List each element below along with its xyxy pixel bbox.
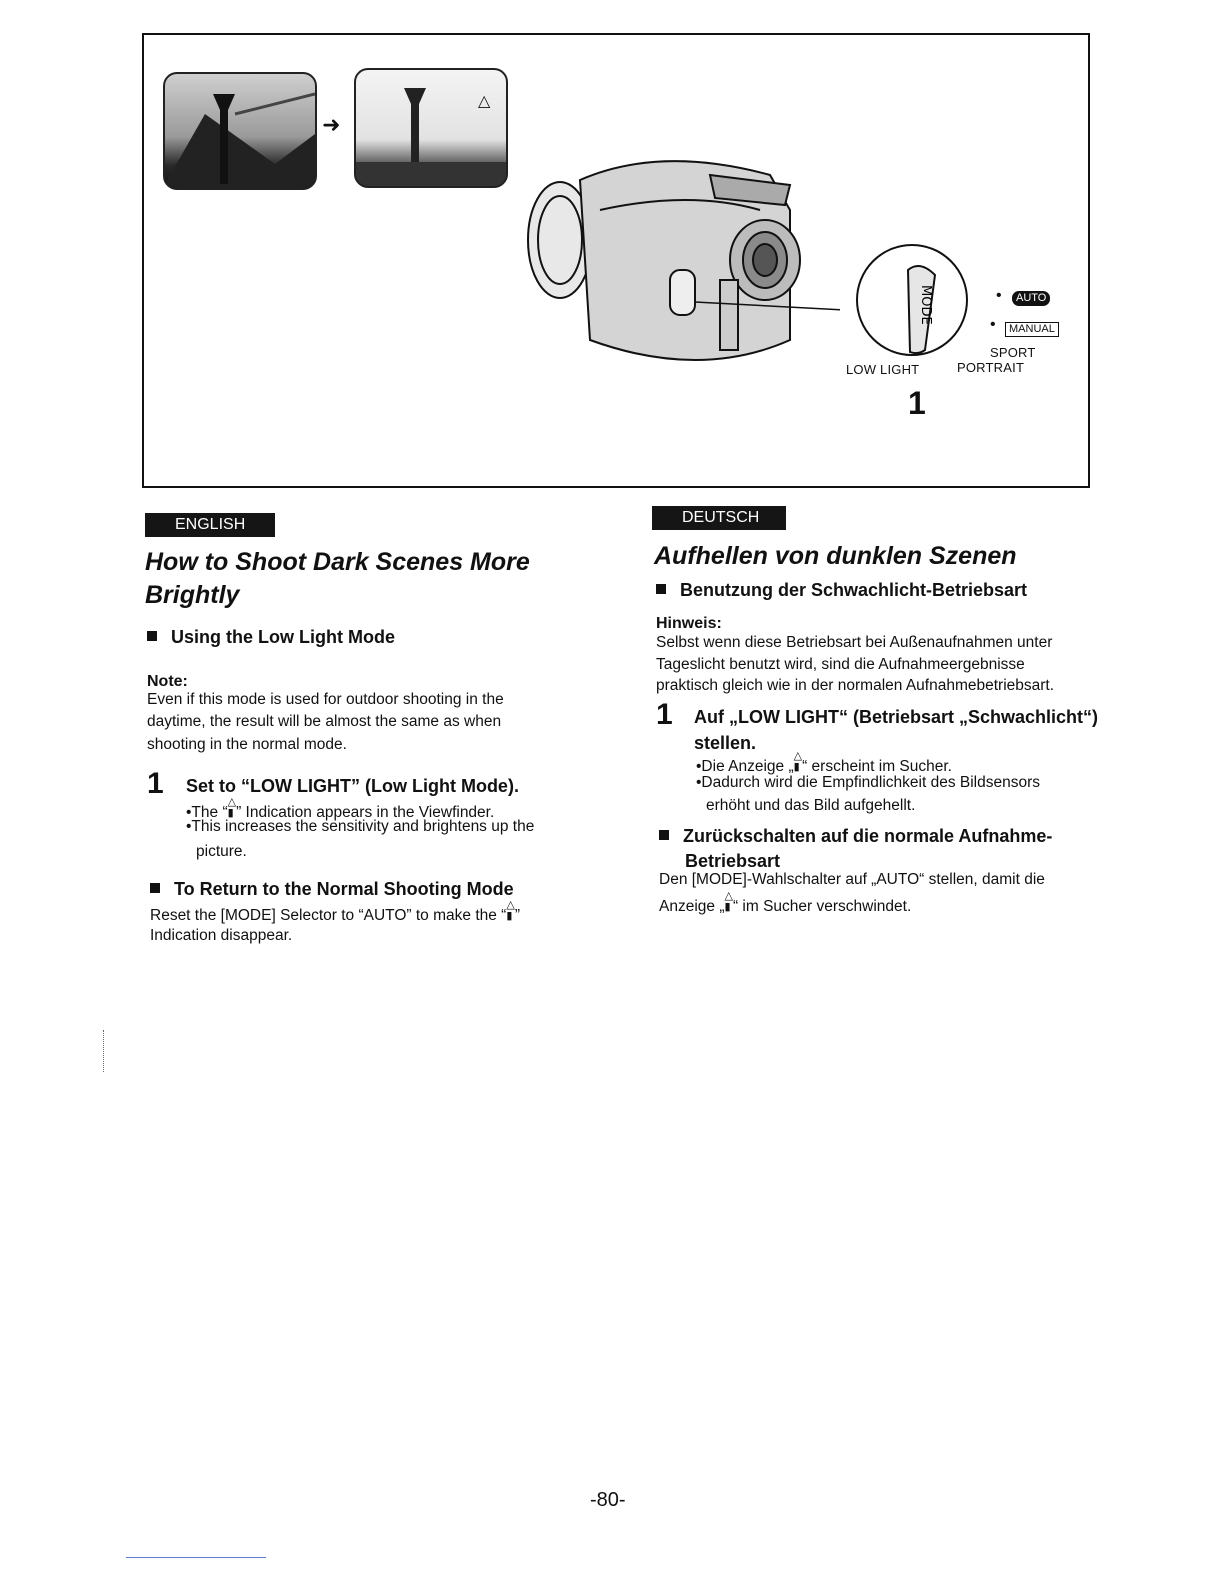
before-photo xyxy=(163,72,317,190)
deutsch-bullet-sensitivity-line2: erhöht und das Bild aufgehellt. xyxy=(706,797,916,814)
auto-dot-icon: • xyxy=(996,287,1002,304)
english-bullet-indication: •The “△ ▮ ” Indication appears in the Viewfinder. xyxy=(186,796,495,821)
english-note-label: Note: xyxy=(147,673,188,690)
right-arrow-icon: ➜ xyxy=(322,112,341,137)
deutsch-note-line2: Tageslicht benutzt wird, sind die Aufnahmeergebnisse xyxy=(656,656,1025,673)
low-light-icon: △ ▮ xyxy=(506,899,515,922)
low-light-icon: △ ▮ xyxy=(793,750,803,773)
english-section-return: To Return to the Normal Shooting Mode xyxy=(150,878,514,900)
manual-dot-icon: • xyxy=(990,316,996,333)
dial-mode-label: MODE xyxy=(918,285,933,325)
english-step-number: 1 xyxy=(147,767,164,800)
square-bullet-icon xyxy=(150,883,160,893)
deutsch-note-line1: Selbst wenn diese Betriebsart bei Außenaufnahmen unter xyxy=(656,634,1053,651)
low-light-icon: △ ▮ xyxy=(724,890,733,913)
english-note-line2: daytime, the result will be almost the same as when xyxy=(147,713,502,730)
english-note-line3: shooting in the normal mode. xyxy=(147,736,347,753)
deutsch-step-line2: stellen. xyxy=(694,733,757,753)
camcorder-illustration xyxy=(520,150,840,380)
english-title-line2: Brightly xyxy=(145,581,240,609)
deutsch-return-line2: Anzeige „△ ▮ “ im Sucher verschwindet. xyxy=(659,890,912,915)
deutsch-section-return-line2: Betriebsart xyxy=(685,851,781,871)
square-bullet-icon xyxy=(147,631,157,641)
deutsch-step-number: 1 xyxy=(656,698,673,731)
deutsch-note-label: Hinweis: xyxy=(656,615,722,632)
deutsch-section-low-light: Benutzung der Schwachlicht-Betriebsart xyxy=(656,579,1027,601)
square-bullet-icon xyxy=(659,830,669,840)
english-language-tag: ENGLISH xyxy=(145,513,275,537)
low-light-icon: △ ▮ xyxy=(227,796,237,819)
deutsch-bullet-indication: •Die Anzeige „△ ▮ “ erscheint im Sucher. xyxy=(696,750,952,775)
margin-mark xyxy=(103,1030,105,1072)
after-photo xyxy=(354,68,508,188)
manual-mode-badge: MANUAL xyxy=(1005,322,1059,337)
deutsch-step-line1: Auf „LOW LIGHT“ (Betriebsart „Schwachlicht“) xyxy=(694,707,1099,727)
low-light-mode-label: LOW LIGHT xyxy=(846,362,920,377)
footer-rule xyxy=(126,1557,266,1558)
english-return-line2: Indication disappear. xyxy=(150,927,293,944)
english-bullet-sensitivity-line1: •This increases the sensitivity and brightens up the xyxy=(186,818,535,835)
sport-mode-label: SPORT xyxy=(990,345,1036,360)
deutsch-return-line1: Den [MODE]-Wahlschalter auf „AUTO“ stellen, damit die xyxy=(659,871,1045,888)
page-number: -80- xyxy=(590,1489,626,1511)
english-bullet-sensitivity-line2: picture. xyxy=(196,843,247,860)
deutsch-section-return: Zurückschalten auf die normale Aufnahme- xyxy=(659,825,1052,847)
figure-step-number: 1 xyxy=(908,385,926,421)
english-section-low-light: Using the Low Light Mode xyxy=(147,626,395,648)
square-bullet-icon xyxy=(656,584,666,594)
svg-text:△: △ xyxy=(478,91,491,110)
english-return-line1: Reset the [MODE] Selector to “AUTO” to make the “△ ▮ ” xyxy=(150,899,520,924)
portrait-mode-label: PORTRAIT xyxy=(957,360,1025,375)
mode-dial[interactable] xyxy=(840,240,970,360)
english-title-line1: How to Shoot Dark Scenes More xyxy=(145,548,530,576)
english-note-line1: Even if this mode is used for outdoor shooting in the xyxy=(147,691,504,708)
deutsch-note-line3: praktisch gleich wie in der normalen Aufnahmebetriebsart. xyxy=(656,677,1055,694)
deutsch-language-tag: DEUTSCH xyxy=(652,506,786,530)
english-step-text: Set to “LOW LIGHT” (Low Light Mode). xyxy=(186,776,519,796)
deutsch-title: Aufhellen von dunklen Szenen xyxy=(654,542,1017,570)
auto-mode-badge: AUTO xyxy=(1012,291,1050,306)
deutsch-bullet-sensitivity-line1: •Dadurch wird die Empfindlichkeit des Bildsensors xyxy=(696,774,1040,791)
